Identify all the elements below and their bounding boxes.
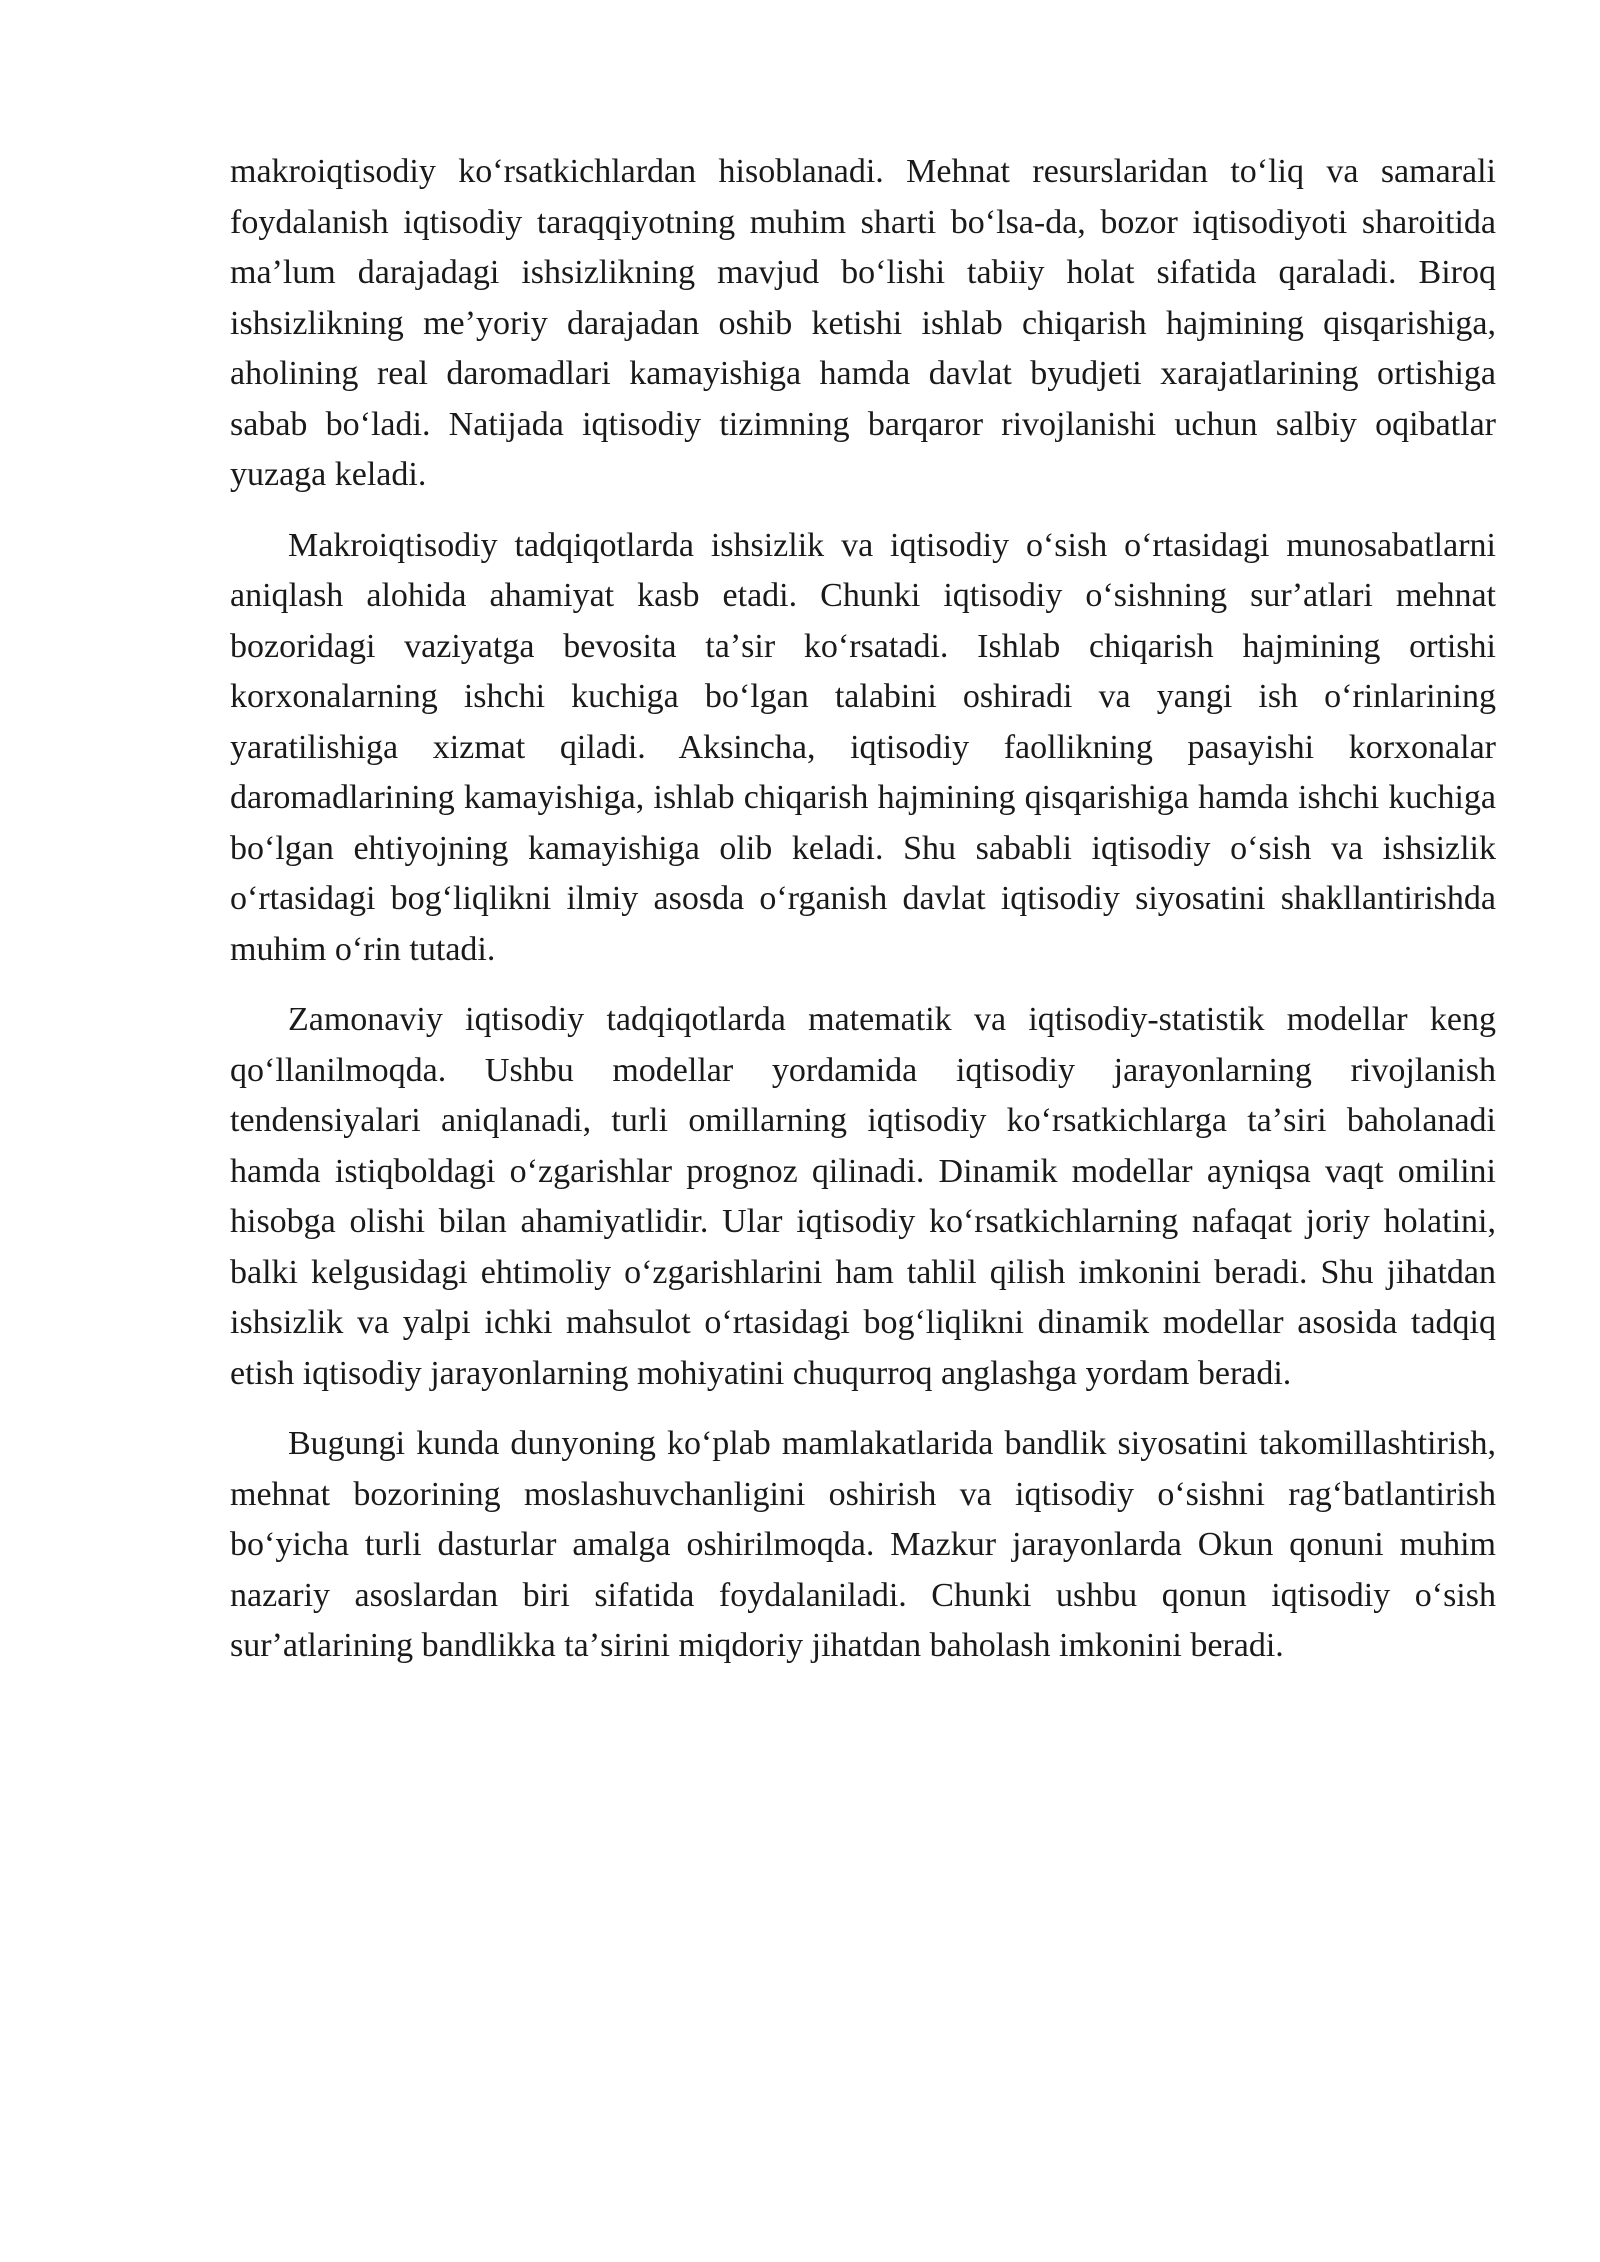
paragraph: Makroiqtisodiy tadqiqotlarda ishsizlik va iqtisodiy oʻsish oʻrtasidagi munosabatlarni aniqlash alohida ahamiyat kasb etadi. Chunki iqtisodiy oʻsishning surʼatlari mehnat bozoridagi vaziyatga bevosita taʼsir koʻrsatadi. Ishlab chiqarish hajmining ortishi korxonalarning ishchi kuchiga boʻlgan talabini oshiradi va yangi ish oʻrinlarining yaratilishiga xizmat qiladi. Aksincha, iqtisodiy faollikning pasayishi korxonalar daromadlarining kamayishiga, ishlab chiqarish hajmining qisqarishiga hamda ishchi kuchiga boʻlgan ehtiyojning kamayishiga olib keladi. Shu sababli iqtisodiy oʻsish va ishsizlik oʻrtasidagi bogʻliqlikni ilmiy asosda oʻrganish davlat iqtisodiy siyosatini shakllantirishda muhim oʻrin tutadi. xyxy=(230,526,1496,968)
body-text xyxy=(230,147,1496,1692)
paragraph-continuation: makroiqtisodiy koʻrsatkichlardan hisoblanadi. Mehnat resurslaridan toʻliq va samarali foydalanish iqtisodiy taraqqiyotning muhim sharti boʻlsa-da, bozor iqtisodiyoti sharoitida maʼlum darajadagi ishsizlikning mavjud boʻlishi tabiiy holat sifatida qaraladi. Biroq ishsizlikning meʼyoriy darajadan oshib ketishi ishlab chiqarish hajmining qisqarishiga, aholining real daromadlari kamayishiga hamda davlat byudjeti xarajatlarining ortishiga sabab boʻladi. Natijada iqtisodiy tizimning barqaror rivojlanishi uchun salbiy oqibatlar yuzaga keladi. xyxy=(230,153,1496,493)
paragraph: Zamonaviy iqtisodiy tadqiqotlarda matematik va iqtisodiy-statistik modellar keng qoʻllanilmoqda. Ushbu modellar yordamida iqtisodiy jarayonlarning rivojlanish tendensiyalari aniqlanadi, turli omillarning iqtisodiy koʻrsatkichlarga taʼsiri baholanadi hamda istiqboldagi oʻzgarishlar prognoz qilinadi. Dinamik modellar ayniqsa vaqt omilini hisobga olishi bilan ahamiyatlidir. Ular iqtisodiy koʻrsatkichlarning nafaqat joriy holatini, balki kelgusidagi ehtimoliy oʻzgarishlarini ham tahlil qilish imkonini beradi. Shu jihatdan ishsizlik va yalpi ichki mahsulot oʻrtasidagi bogʻliqlikni dinamik modellar asosida tadqiq etish iqtisodiy jarayonlarning mohiyatini chuqurroq anglashga yordam beradi. xyxy=(230,1001,1496,1392)
paragraph: Bugungi kunda dunyoning koʻplab mamlakatlarida bandlik siyosatini takomillashtirish, mehnat bozorining moslashuvchanligini oshirish va iqtisodiy oʻsishni ragʻbatlantirish boʻyicha turli dasturlar amalga oshirilmoqda. Mazkur jarayonlarda Okun qonuni muhim nazariy asoslardan biri sifatida foydalaniladi. Chunki ushbu qonun iqtisodiy oʻsish surʼatlarining bandlikka taʼsirini miqdoriy jihatdan baholash imkonini beradi. xyxy=(230,1425,1496,1664)
